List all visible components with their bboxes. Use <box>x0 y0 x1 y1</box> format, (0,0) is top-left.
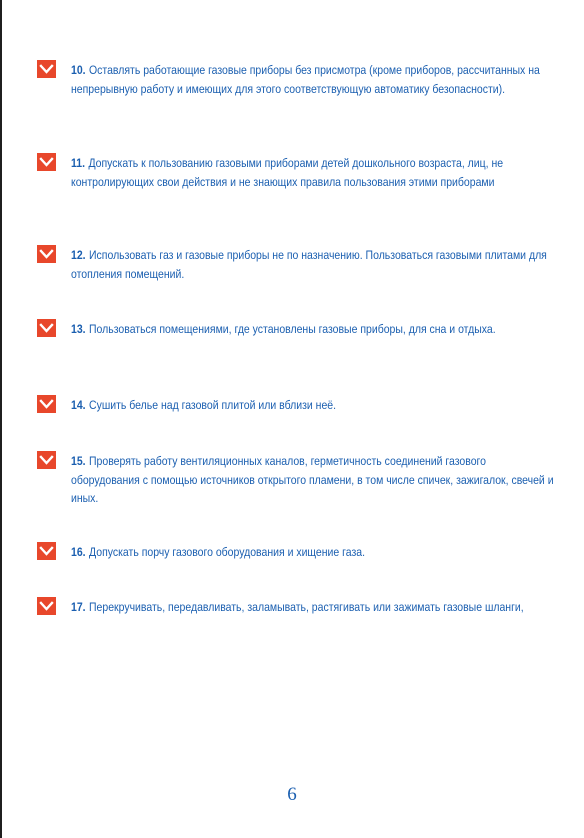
item-body: Использовать газ и газовые приборы не по назначению. Пользоваться газовыми плитами для отопления помещений. <box>71 248 547 281</box>
checkmark-icon <box>37 542 56 560</box>
item-body: Сушить белье над газовой плитой или вблизи неё. <box>89 398 337 412</box>
checkmark-icon <box>37 597 56 615</box>
item-body: Допускать порчу газового оборудования и хищение газа. <box>89 545 365 559</box>
checkmark-icon <box>37 395 56 413</box>
item-number: 12. <box>71 248 86 262</box>
item-text <box>71 246 557 283</box>
item-body: Пользоваться помещениями, где установлены газовые приборы, для сна и отдыха. <box>89 322 496 336</box>
item-text <box>71 61 557 98</box>
page-left-border <box>0 0 2 838</box>
item-body: Проверять работу вентиляционных каналов, герметичность соединений газового оборудования с помощью источников открытого пламени, в том числе спичек, зажигалок, свечей и иных. <box>71 454 554 505</box>
item-text <box>71 543 557 562</box>
item-body: Перекручивать, передавливать, заламывать, растягивать или зажимать газовые шланги, <box>89 600 524 614</box>
item-number: 10. <box>71 63 86 77</box>
item-text <box>71 598 557 617</box>
item-text <box>71 154 557 191</box>
checkmark-icon <box>37 319 56 337</box>
item-body: Допускать к пользованию газовыми приборами детей дошкольного возраста, лиц, не контролирующих свои действия и не знающих правила пользования этими приборами <box>71 156 504 189</box>
item-number: 14. <box>71 398 86 412</box>
item-text <box>71 452 557 508</box>
item-number: 15. <box>71 454 86 468</box>
checkmark-icon <box>37 153 56 171</box>
item-text <box>71 320 557 339</box>
checkmark-icon <box>37 451 56 469</box>
page-number: 6 <box>287 784 297 805</box>
item-number: 13. <box>71 322 86 336</box>
item-number: 11. <box>71 156 86 170</box>
item-body: Оставлять работающие газовые приборы без присмотра (кроме приборов, рассчитанных на непрерывную работу и имеющих для этого соответствующую автоматику безопасности). <box>71 63 540 96</box>
checkmark-icon <box>37 60 56 78</box>
checkmark-icon <box>37 245 56 263</box>
item-text <box>71 396 557 415</box>
item-number: 17. <box>71 600 86 614</box>
item-number: 16. <box>71 545 86 559</box>
